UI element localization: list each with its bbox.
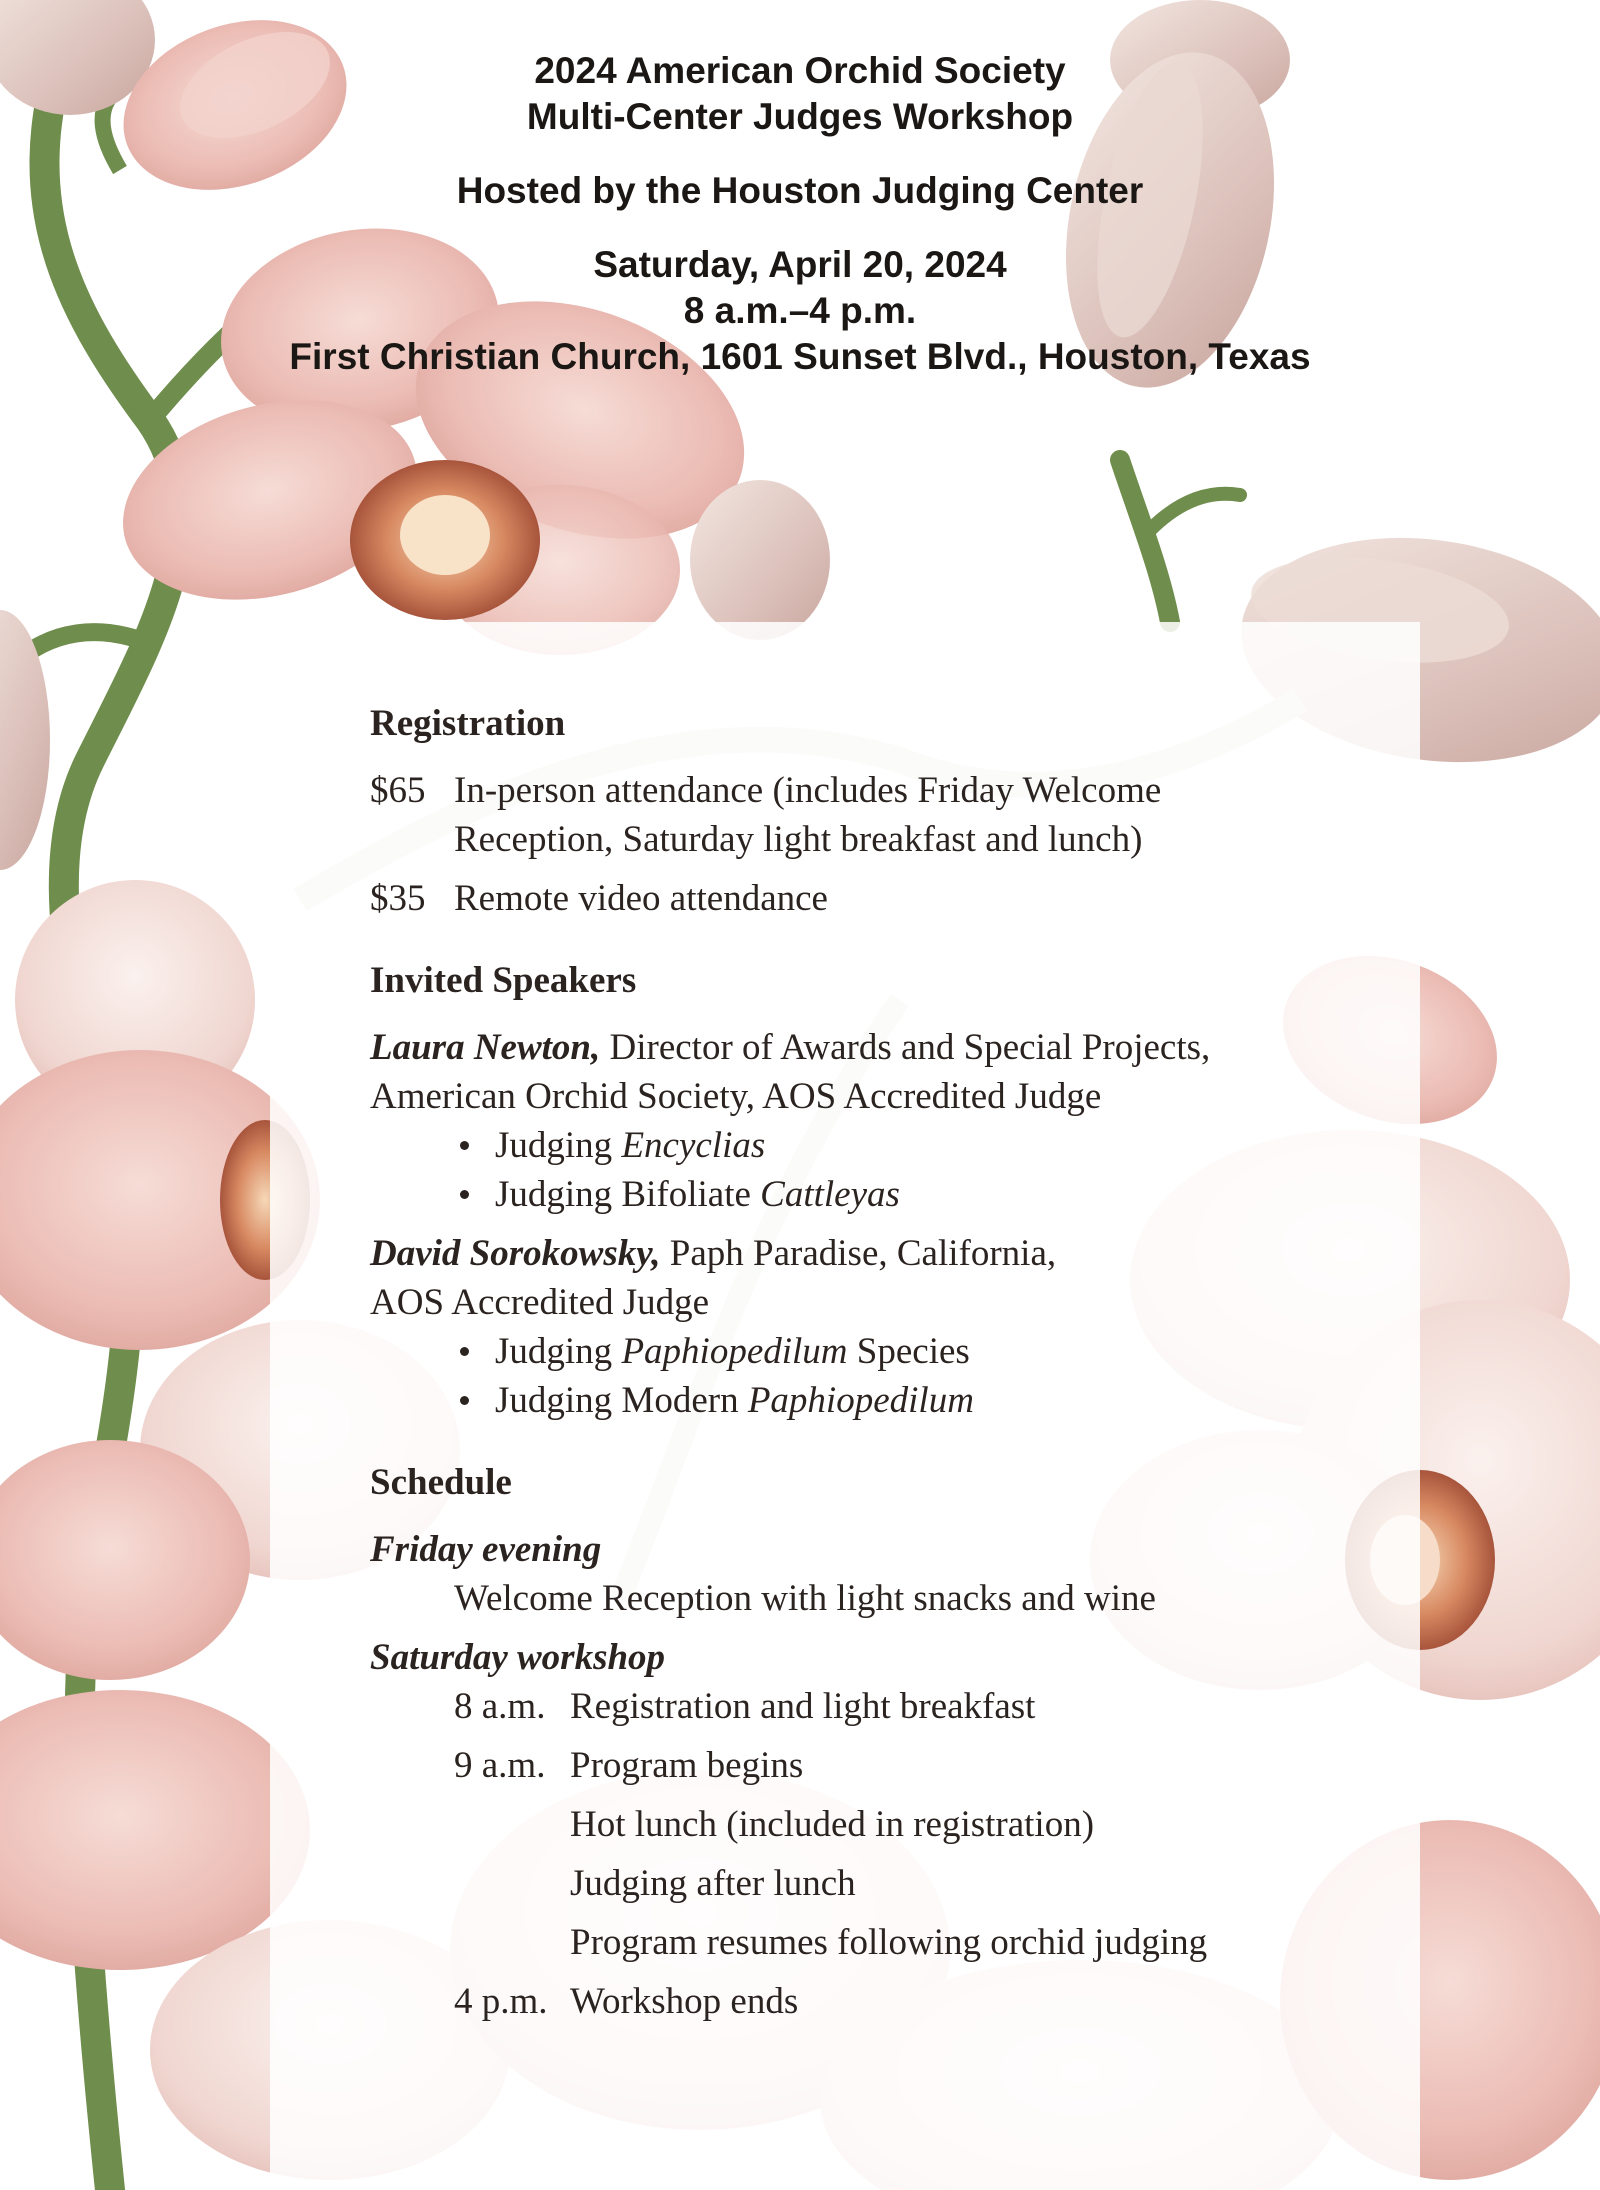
registration-row [370, 874, 1370, 923]
event-title-line-1: 2024 American Orchid Society [534, 50, 1066, 91]
speaker-role: Paph Paradise, California, [660, 1233, 1057, 1274]
schedule-item: Hot lunch (included in registration) [570, 1804, 1095, 1845]
schedule-item: Program resumes following orchid judging [570, 1922, 1208, 1963]
speaker-role: Director of Awards and Special Projects, [600, 1027, 1211, 1068]
schedule-row [370, 1918, 1370, 1967]
schedule-row [370, 1682, 1370, 1731]
schedule-time: 4 p.m. [454, 1981, 548, 2022]
talk-genus: Paphiopedilum [621, 1331, 848, 1372]
registration-section [370, 700, 1370, 923]
talk-genus: Cattleyas [760, 1174, 900, 1215]
speakers-heading: Invited Speakers [370, 960, 637, 1001]
schedule-item: Workshop ends [570, 1981, 799, 2022]
schedule-time: 8 a.m. [454, 1686, 546, 1727]
main-content [370, 700, 1370, 2060]
schedule-time [454, 1918, 570, 1967]
speaker-line [370, 1023, 1370, 1072]
schedule-row [370, 1741, 1370, 1790]
schedule-row [370, 1977, 1370, 2026]
registration-description-line: Reception, Saturday light breakfast and lunch) [454, 819, 1143, 860]
registration-description: Remote video attendance [454, 878, 828, 919]
schedule-day-saturday: Saturday workshop [370, 1637, 666, 1678]
event-location: First Christian Church, 1601 Sunset Blvd., Houston, Texas [289, 336, 1311, 377]
schedule-time: 9 a.m. [454, 1745, 546, 1786]
event-date: Saturday, April 20, 2024 [593, 244, 1007, 285]
registration-description-line: In-person attendance (includes Friday Welcome [454, 770, 1162, 811]
speakers-section [370, 957, 1370, 1425]
registration-heading: Registration [370, 703, 566, 744]
talk-text: Judging [495, 1125, 622, 1166]
event-header [0, 48, 1600, 380]
speaker-role-line-2: AOS Accredited Judge [370, 1282, 710, 1323]
talk-genus: Paphiopedilum [747, 1380, 974, 1421]
registration-price: $35 [370, 878, 426, 919]
talk-list [370, 1327, 1370, 1425]
talk-list [370, 1121, 1370, 1219]
talk-item [455, 1376, 1370, 1425]
schedule-item: Program begins [570, 1745, 804, 1786]
host-line: Hosted by the Houston Judging Center [456, 170, 1144, 211]
talk-text: Judging [495, 1331, 622, 1372]
schedule-time [454, 1859, 570, 1908]
speaker-entry [370, 1229, 1370, 1425]
schedule-item: Judging after lunch [570, 1863, 856, 1904]
talk-item [455, 1121, 1370, 1170]
schedule-section [370, 1459, 1370, 2026]
registration-description [454, 766, 1370, 864]
event-title-line-2: Multi-Center Judges Workshop [526, 96, 1074, 137]
schedule-day-friday: Friday evening [370, 1529, 602, 1570]
talk-text: Judging Bifoliate [495, 1174, 761, 1215]
speaker-role-line-2: American Orchid Society, AOS Accredited Judge [370, 1076, 1102, 1117]
schedule-item: Welcome Reception with light snacks and wine [454, 1578, 1156, 1619]
registration-price: $65 [370, 770, 426, 811]
schedule-time [454, 1800, 570, 1849]
event-time: 8 a.m.–4 p.m. [683, 290, 917, 331]
speaker-name: Laura Newton, [370, 1027, 601, 1068]
talk-item [455, 1170, 1370, 1219]
talk-text: Species [847, 1331, 970, 1372]
talk-item [455, 1327, 1370, 1376]
speaker-name: David Sorokowsky, [370, 1233, 661, 1274]
talk-text: Judging Modern [495, 1380, 748, 1421]
schedule-heading: Schedule [370, 1462, 512, 1503]
schedule-row [370, 1800, 1370, 1849]
speaker-entry [370, 1023, 1370, 1219]
schedule-item: Registration and light breakfast [570, 1686, 1036, 1727]
registration-row [370, 766, 1370, 864]
speaker-line [370, 1229, 1370, 1278]
schedule-row [370, 1859, 1370, 1908]
talk-genus: Encyclias [621, 1125, 766, 1166]
